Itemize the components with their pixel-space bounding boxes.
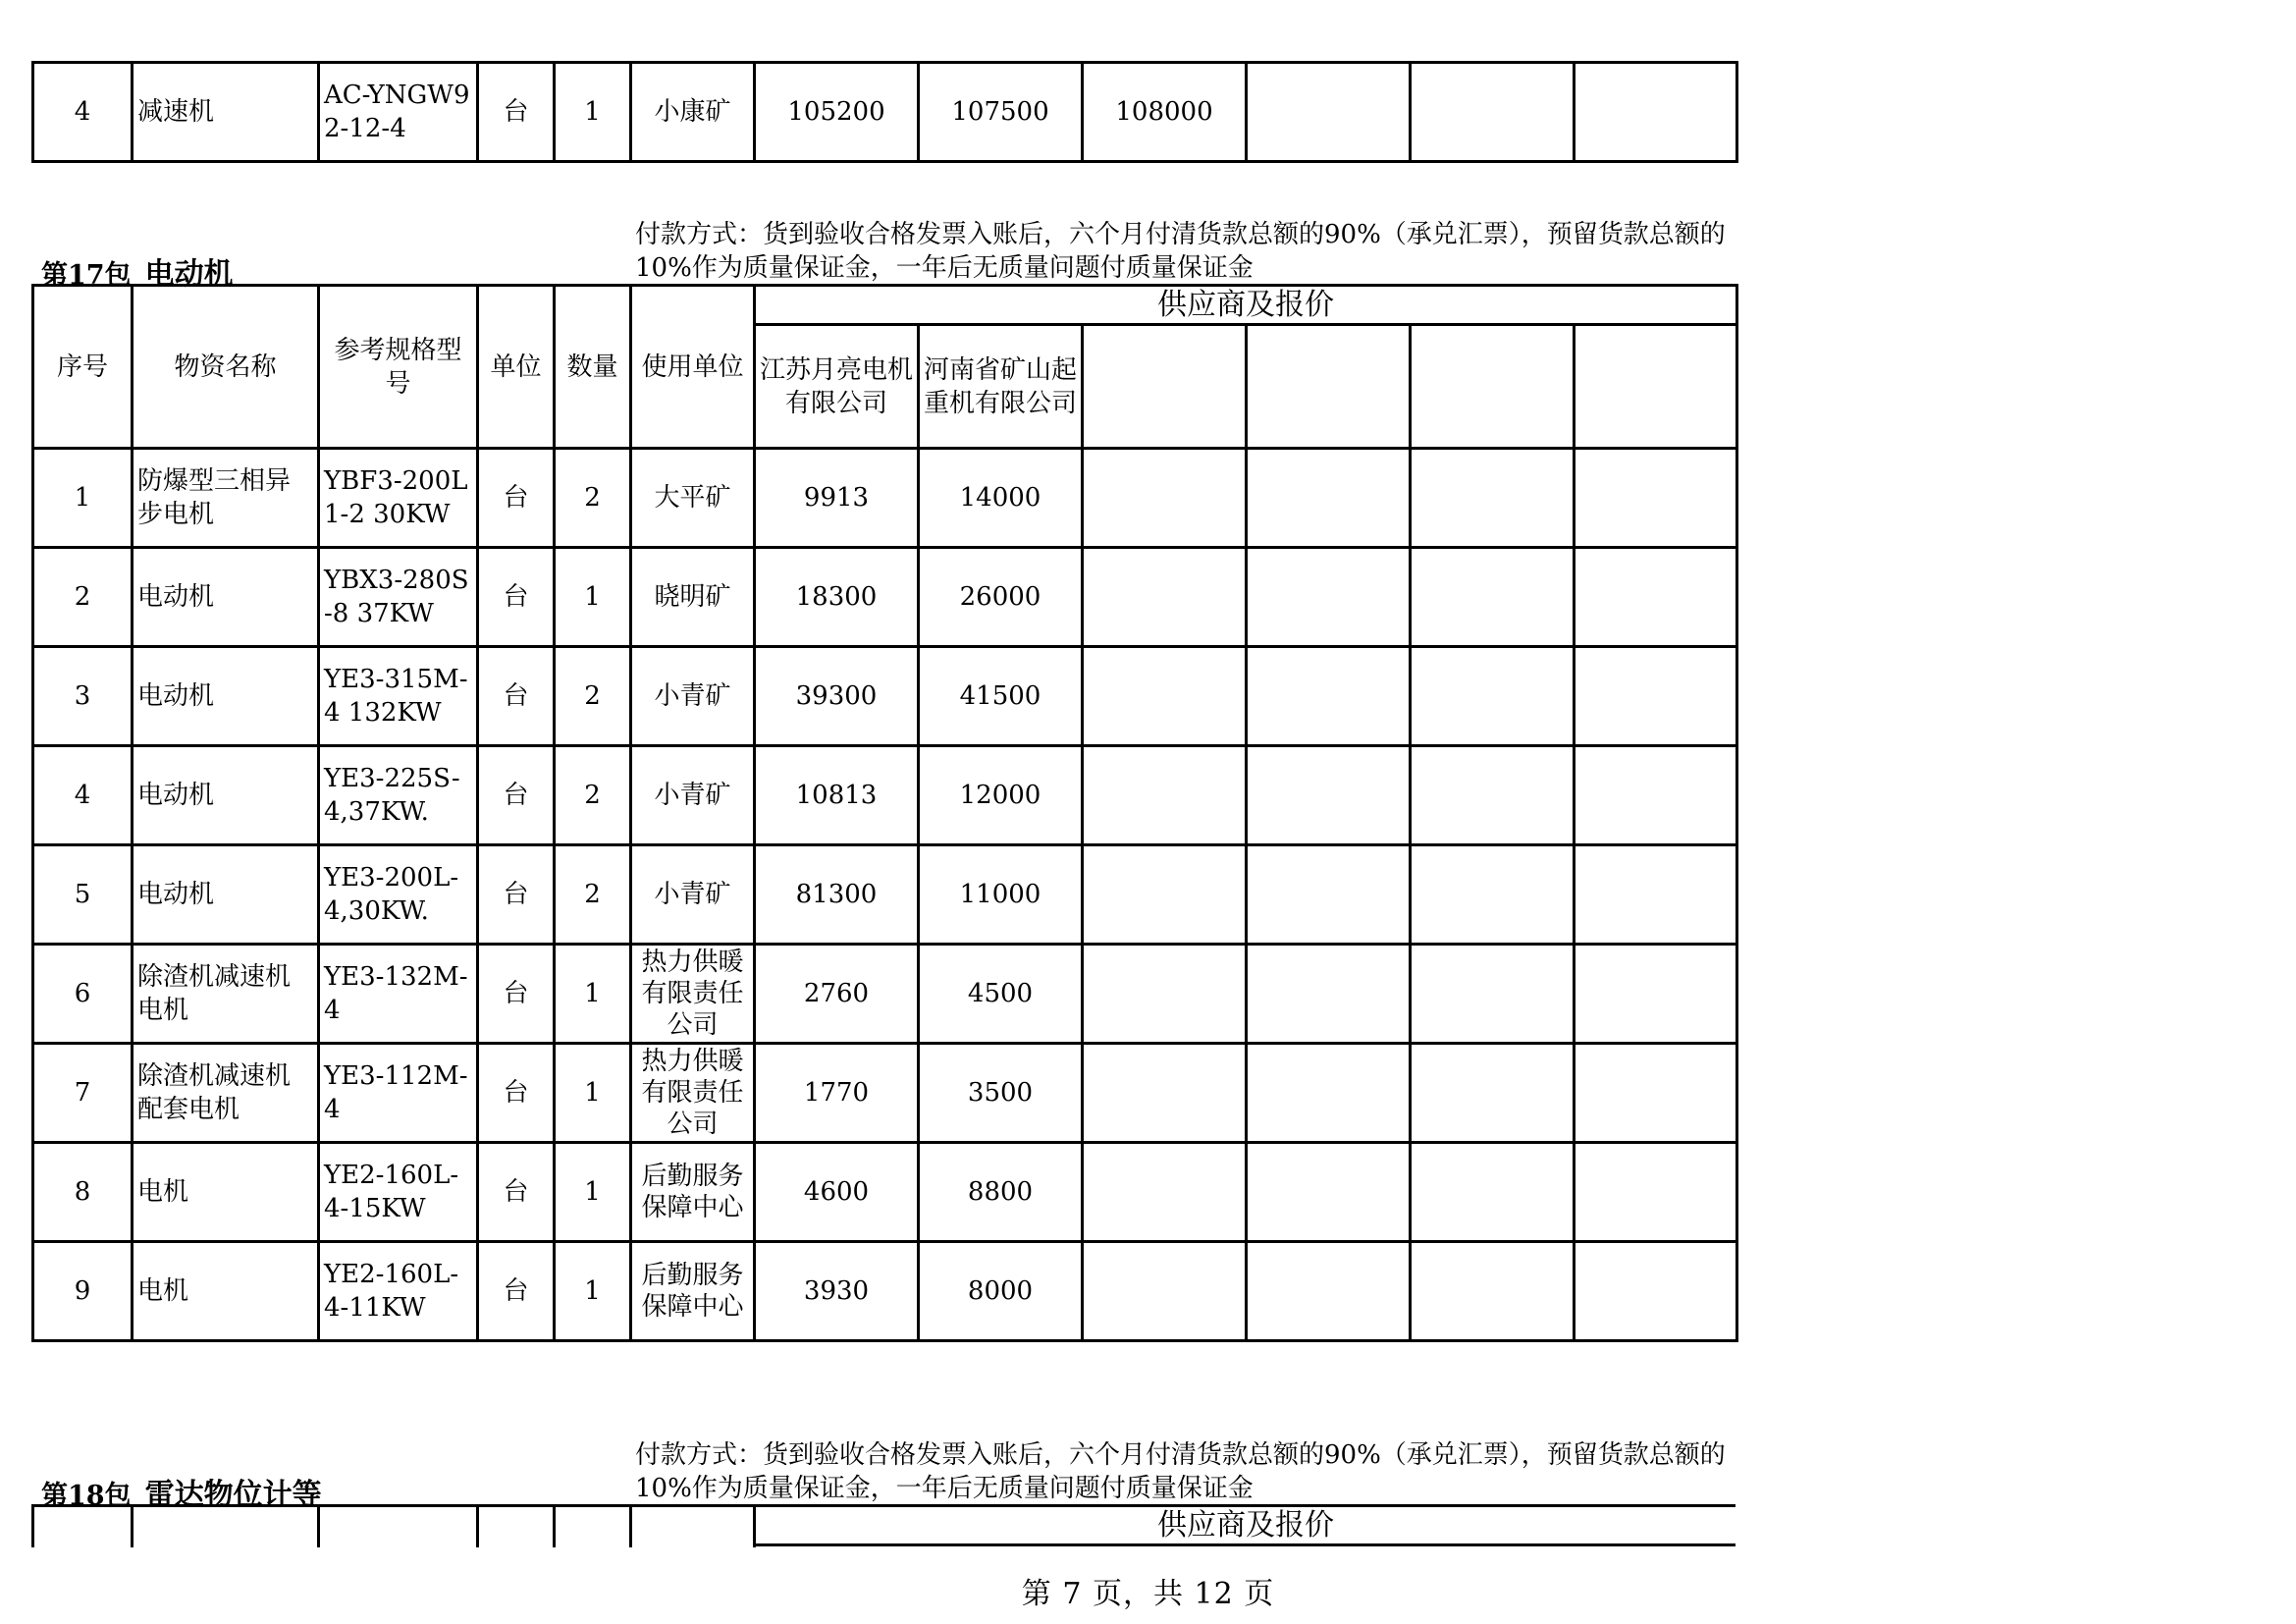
cell-spec: YE3-132M-4 xyxy=(319,945,478,1044)
cell-price-1: 39300 xyxy=(755,647,919,746)
header-spec: 参考规格型号 xyxy=(319,286,478,449)
cell-user: 热力供暖有限责任公司 xyxy=(631,945,755,1044)
pkg17-table xyxy=(31,284,1738,1342)
cell-name: 防爆型三相异步电机 xyxy=(133,449,319,548)
cell-user: 小康矿 xyxy=(631,63,755,162)
cell-unit: 台 xyxy=(478,1044,555,1143)
cell-user: 后勤服务保障中心 xyxy=(631,1242,755,1341)
table-row xyxy=(33,945,1737,1044)
cell-price-2: 26000 xyxy=(919,548,1083,647)
cell-spec: YE2-160L-4-15KW xyxy=(319,1143,478,1242)
table-row xyxy=(33,548,1737,647)
table-row xyxy=(33,63,1737,162)
cell-unit: 台 xyxy=(478,1143,555,1242)
header-name: 物资名称 xyxy=(133,286,319,449)
cell-empty xyxy=(1247,746,1411,845)
header-supplier-2: 河南省矿山起重机有限公司 xyxy=(919,325,1083,449)
cell-name: 电动机 xyxy=(133,845,319,945)
cell-no: 8 xyxy=(33,1143,133,1242)
top-table xyxy=(31,61,1738,163)
cell-user: 晓明矿 xyxy=(631,548,755,647)
cell-empty xyxy=(1411,1044,1575,1143)
cell-price-1: 1770 xyxy=(755,1044,919,1143)
header-no: 序号 xyxy=(33,286,133,449)
cell-name: 电机 xyxy=(133,1242,319,1341)
header-empty xyxy=(1083,325,1247,449)
cell-name: 电机 xyxy=(133,1143,319,1242)
cell-qty: 1 xyxy=(555,548,631,647)
cell-empty xyxy=(1411,63,1575,162)
cell-no: 9 xyxy=(33,1242,133,1341)
cell-empty xyxy=(1083,1044,1247,1143)
cell-price-1: 3930 xyxy=(755,1242,919,1341)
pkg17-rows xyxy=(33,449,1737,1341)
cell-price-2: 14000 xyxy=(919,449,1083,548)
page-number: 第 7 页，共 12 页 xyxy=(1021,1577,1275,1611)
cell-name: 电动机 xyxy=(133,548,319,647)
cell-price-2: 12000 xyxy=(919,746,1083,845)
pkg17-payment: 付款方式：货到验收合格发票入账后，六个月付清货款总额的90%（承兑汇票），预留货款总额的10%作为质量保证金，一年后无质量问题付质量保证金 xyxy=(635,220,1726,283)
cell-unit: 台 xyxy=(478,548,555,647)
cell-empty xyxy=(1083,845,1247,945)
header-suppliers: 供应商及报价 xyxy=(755,286,1737,325)
cell-empty xyxy=(1575,449,1737,548)
cell-no: 4 xyxy=(33,746,133,845)
cell-empty xyxy=(1411,548,1575,647)
header-empty xyxy=(555,1506,631,1548)
table-row xyxy=(33,1143,1737,1242)
cell-empty xyxy=(1247,1143,1411,1242)
cell-empty xyxy=(1411,647,1575,746)
cell-price-2: 8000 xyxy=(919,1242,1083,1341)
cell-unit: 台 xyxy=(478,845,555,945)
cell-empty xyxy=(1083,647,1247,746)
header-empty xyxy=(1247,325,1411,449)
header-user: 使用单位 xyxy=(631,286,755,449)
cell-no: 6 xyxy=(33,945,133,1044)
header-unit: 单位 xyxy=(478,286,555,449)
cell-price-2: 11000 xyxy=(919,845,1083,945)
header-supplier-1: 江苏月亮电机有限公司 xyxy=(755,325,919,449)
header-qty: 数量 xyxy=(555,286,631,449)
pkg18-name: 雷达物位计等 xyxy=(144,1478,322,1512)
cell-empty xyxy=(1083,746,1247,845)
cell-spec: YE3-112M-4 xyxy=(319,1044,478,1143)
header-empty xyxy=(631,1506,755,1548)
cell-name: 除渣机减速机配套电机 xyxy=(133,1044,319,1143)
cell-unit: 台 xyxy=(478,63,555,162)
cell-name: 电动机 xyxy=(133,647,319,746)
cell-empty xyxy=(1575,1242,1737,1341)
cell-price-2: 3500 xyxy=(919,1044,1083,1143)
header-empty xyxy=(1411,325,1575,449)
cell-empty xyxy=(1247,63,1411,162)
cell-spec: YE2-160L-4-11KW xyxy=(319,1242,478,1341)
table-row xyxy=(33,449,1737,548)
header-empty xyxy=(133,1506,319,1548)
cell-qty: 1 xyxy=(555,1242,631,1341)
cell-empty xyxy=(1247,548,1411,647)
cell-price-1: 81300 xyxy=(755,845,919,945)
header-empty xyxy=(319,1506,478,1548)
cell-empty xyxy=(1575,746,1737,845)
cell-qty: 1 xyxy=(555,1143,631,1242)
cell-no: 3 xyxy=(33,647,133,746)
table-row xyxy=(33,1242,1737,1341)
cell-unit: 台 xyxy=(478,945,555,1044)
cell-name: 减速机 xyxy=(133,63,319,162)
cell-qty: 1 xyxy=(555,63,631,162)
cell-spec: YBF3-200L1-2 30KW xyxy=(319,449,478,548)
cell-empty xyxy=(1083,945,1247,1044)
cell-empty xyxy=(1575,845,1737,945)
cell-price-1: 4600 xyxy=(755,1143,919,1242)
cell-qty: 1 xyxy=(555,1044,631,1143)
pkg18-table-clip xyxy=(31,1504,1735,1547)
cell-user: 小青矿 xyxy=(631,746,755,845)
cell-empty xyxy=(1247,1044,1411,1143)
cell-empty xyxy=(1575,945,1737,1044)
cell-user: 热力供暖有限责任公司 xyxy=(631,1044,755,1143)
cell-spec: YBX3-280S-8 37KW xyxy=(319,548,478,647)
pkg18-payment: 付款方式：货到验收合格发票入账后，六个月付清货款总额的90%（承兑汇票），预留货款总额的10%作为质量保证金，一年后无质量问题付质量保证金 xyxy=(635,1440,1726,1503)
cell-user: 小青矿 xyxy=(631,647,755,746)
cell-spec: YE3-200L-4,30KW. xyxy=(319,845,478,945)
cell-empty xyxy=(1247,647,1411,746)
cell-price-2: 4500 xyxy=(919,945,1083,1044)
cell-empty xyxy=(1575,1044,1737,1143)
cell-price-1: 2760 xyxy=(755,945,919,1044)
cell-no: 4 xyxy=(33,63,133,162)
pkg18-label: 第18包 xyxy=(41,1481,132,1511)
cell-price-2: 41500 xyxy=(919,647,1083,746)
cell-no: 2 xyxy=(33,548,133,647)
header-empty xyxy=(33,1506,133,1548)
cell-unit: 台 xyxy=(478,449,555,548)
cell-qty: 1 xyxy=(555,945,631,1044)
cell-name: 除渣机减速机电机 xyxy=(133,945,319,1044)
cell-empty xyxy=(1083,548,1247,647)
cell-empty xyxy=(1411,1242,1575,1341)
cell-qty: 2 xyxy=(555,746,631,845)
cell-empty xyxy=(1411,945,1575,1044)
cell-empty xyxy=(1411,746,1575,845)
cell-empty xyxy=(1247,845,1411,945)
cell-user: 后勤服务保障中心 xyxy=(631,1143,755,1242)
pkg18-table xyxy=(31,1504,1735,1547)
cell-empty xyxy=(1083,1143,1247,1242)
cell-price-1: 10813 xyxy=(755,746,919,845)
cell-empty xyxy=(1575,647,1737,746)
cell-empty xyxy=(1083,1242,1247,1341)
cell-no: 5 xyxy=(33,845,133,945)
header-suppliers: 供应商及报价 xyxy=(755,1506,1736,1545)
cell-no: 1 xyxy=(33,449,133,548)
cell-price-1: 9913 xyxy=(755,449,919,548)
cell-user: 大平矿 xyxy=(631,449,755,548)
cell-price-1: 105200 xyxy=(755,63,919,162)
cell-spec: YE3-315M-4 132KW xyxy=(319,647,478,746)
cell-unit: 台 xyxy=(478,1242,555,1341)
table-row xyxy=(33,1044,1737,1143)
cell-empty xyxy=(1247,945,1411,1044)
table-row xyxy=(33,845,1737,945)
cell-empty xyxy=(1411,845,1575,945)
cell-empty xyxy=(1411,449,1575,548)
cell-price-2: 8800 xyxy=(919,1143,1083,1242)
cell-qty: 2 xyxy=(555,647,631,746)
cell-price-1: 18300 xyxy=(755,548,919,647)
cell-unit: 台 xyxy=(478,647,555,746)
cell-empty xyxy=(1575,1143,1737,1242)
header-empty xyxy=(755,1545,1736,1548)
table-row xyxy=(33,746,1737,845)
cell-name: 电动机 xyxy=(133,746,319,845)
cell-empty xyxy=(1247,1242,1411,1341)
cell-qty: 2 xyxy=(555,449,631,548)
cell-no: 7 xyxy=(33,1044,133,1143)
cell-price-2: 107500 xyxy=(919,63,1083,162)
pkg17-label: 第17包 xyxy=(41,260,132,291)
pkg17-name: 电动机 xyxy=(144,257,234,292)
cell-spec: AC-YNGW92-12-4 xyxy=(319,63,478,162)
header-empty xyxy=(1575,325,1737,449)
cell-user: 小青矿 xyxy=(631,845,755,945)
cell-qty: 2 xyxy=(555,845,631,945)
cell-unit: 台 xyxy=(478,746,555,845)
cell-price-3: 108000 xyxy=(1083,63,1247,162)
table-row xyxy=(33,647,1737,746)
cell-empty xyxy=(1575,63,1737,162)
cell-empty xyxy=(1575,548,1737,647)
cell-empty xyxy=(1411,1143,1575,1242)
cell-spec: YE3-225S-4,37KW. xyxy=(319,746,478,845)
cell-empty xyxy=(1083,449,1247,548)
header-empty xyxy=(478,1506,555,1548)
cell-empty xyxy=(1247,449,1411,548)
